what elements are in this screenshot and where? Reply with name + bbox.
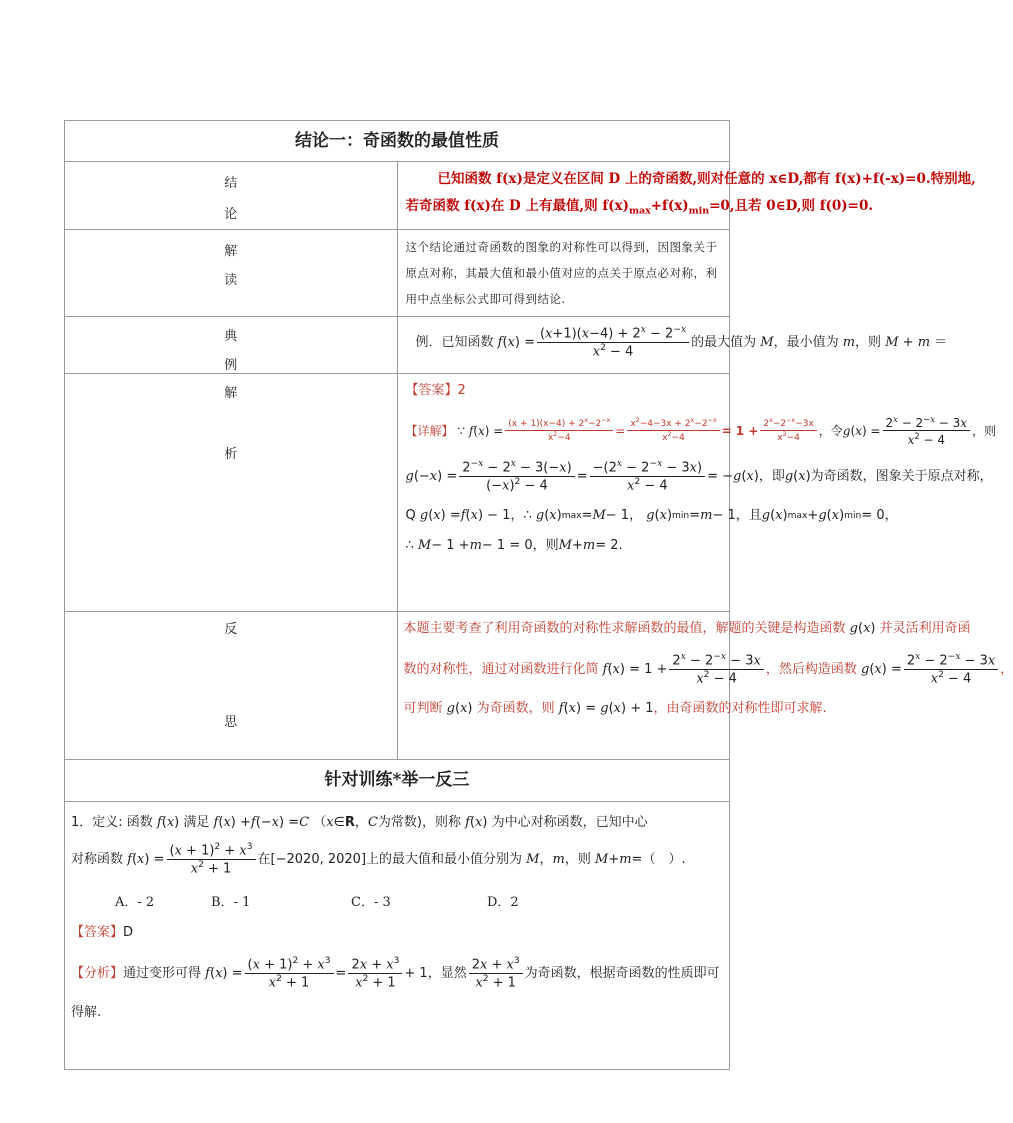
question-line-1: 1．定义: 函数 f ( x ) 满足 f ( x ) + f (− x ) = C （ x ∈ R ， C 为常数)，则称 f ( x ) 为中心对称函数，已知中心 <box>71 814 648 830</box>
example-cell <box>397 316 948 373</box>
reflection-line-3: 可判断 g(x) 为奇函数，则 f(x) = g(x) + 1 ，由奇函数的对称性即可求解. <box>403 700 827 716</box>
option-c[interactable]: C．- 3 <box>351 894 391 910</box>
reflection-cell <box>397 611 1013 759</box>
solution-answer: 【答案】2 <box>405 382 466 398</box>
label-conclusion: 结 论 <box>65 162 398 230</box>
conclusion-line-1: 已知函数 f(x)是定义在区间 D 上的奇函数,则对任意的 x∈D,都有 f(x)+f(-x)=0.特别地, <box>437 171 976 187</box>
training-analysis-end: 得解. <box>71 1004 102 1020</box>
summary-table <box>64 120 1013 1070</box>
example-fraction: $\frac{(x+1)(x-4) + 2^x - 2^{-x}}{x^2 - 4}$ <box>537 325 689 361</box>
solution-detail-line: 【详解】 ∵ f ( x ) = $\frac{(x + 1)(x-4) + 2^x-2^{-x}}{x^2-4}$ = $\frac{x^2-4-3x + 2^x-2^{-x}}{x^2-4}$ = 1 + $\frac{2^x-2^{-x}-3x}{x^2-4}$ ，令 g ( x ) = $\frac{2^x - 2^{-x} - 3x}{x^2 - 4}$ ，则 <box>405 413 997 448</box>
reflection-line-2: 数的对称性，通过对函数进行化简 f(x) = 1 + $\frac{2^x - 2^{-x} - 3x}{x^2 - 4}$ ，然后构造函数 g(x) = $\frac{2^x - 2^{-x} - 3x}{x^2 - 4}$ ， <box>403 651 1013 686</box>
training-title: 针对训练*举一反三 <box>65 759 730 801</box>
reflection-line-1: 本题主要考查了利用奇函数的对称性求解函数的最值，解题的关键是构造函数 g (x) 并灵活利用奇函 <box>403 620 971 636</box>
option-a[interactable]: A．- 2 <box>115 894 155 910</box>
label-example: 典 例 <box>65 316 398 373</box>
interpretation-text: 这个结论通过奇函数的图象的对称性可以得到，因图象关于原点对称，其最大值和最小值对应的点关于原点必对称，利用中点坐标公式即可得到结论. <box>405 239 718 306</box>
label-solution: 解 析 <box>65 373 398 611</box>
conclusion-cell <box>397 162 976 230</box>
document-page <box>64 120 1013 1070</box>
label-reflection: 反 思 <box>65 611 398 759</box>
solution-line-4: Q g ( x ) = f ( x ) − 1 ，∴ g ( x ) max = M − 1 ， g ( x ) min = m − 1 ，且 g ( x ) max + g ( x ) min = 0 ， <box>405 507 898 523</box>
conclusion-line-2: 若奇函数 f(x)在 D 上有最值,则 $f(x)_{max}+f(x)_{min}=0$,且若 0∈D,则 f(0)=0. <box>405 198 874 217</box>
label-interpretation: 解 读 <box>65 229 398 316</box>
training-cell <box>65 801 730 1069</box>
interpretation-cell <box>397 229 730 316</box>
option-b[interactable]: B．- 1 <box>211 894 251 910</box>
option-d[interactable]: D．2 <box>487 894 519 910</box>
training-analysis-line: 【分析】 通过变形可得 f ( x ) = $\frac{(x + 1)^2 + x^3}{x^2 + 1}$ = $\frac{2x + x^3}{x^2 + 1}$ + 1 ，显然 $\frac{2x + x^3}{x^2 + 1}$ 为奇函数，根据奇函数的性质即可 <box>71 955 720 991</box>
options-row <box>65 878 729 914</box>
solution-odd-line: g (− x ) = $\frac{2^{-x} - 2^x - 3(-x)}{(-x)^2 - 4}$ = $\frac{-(2^x - 2^{-x} - 3x)}{x^2 - 4}$ = − g ( x ) ，即 g ( x ) 为奇函数，图象关于原点对称， <box>405 458 993 493</box>
section-title: 结论一：奇函数的最值性质 <box>65 121 730 162</box>
training-answer: 【答案】D <box>71 924 134 940</box>
solution-cell <box>397 373 997 611</box>
solution-line-5: ∴ M − 1 + m − 1 = 0 ，则 M + m = 2 . <box>405 537 623 553</box>
example-text: 例．已知函数 f ( x ) = $\frac{(x+1)(x-4) + 2^x - 2^{-x}}{x^2 - 4}$ 的最大值为 M ，最小值为 m ，则 M + m ＝ <box>415 324 948 359</box>
question-line-2: 对称函数 f ( x ) = $\frac{(x + 1)^2 + x^3}{x^2 + 1}$ 在 [−2020, 2020] 上的最大值和最小值分别为 M ， m ，则 M + m = （ ）. <box>71 841 686 876</box>
